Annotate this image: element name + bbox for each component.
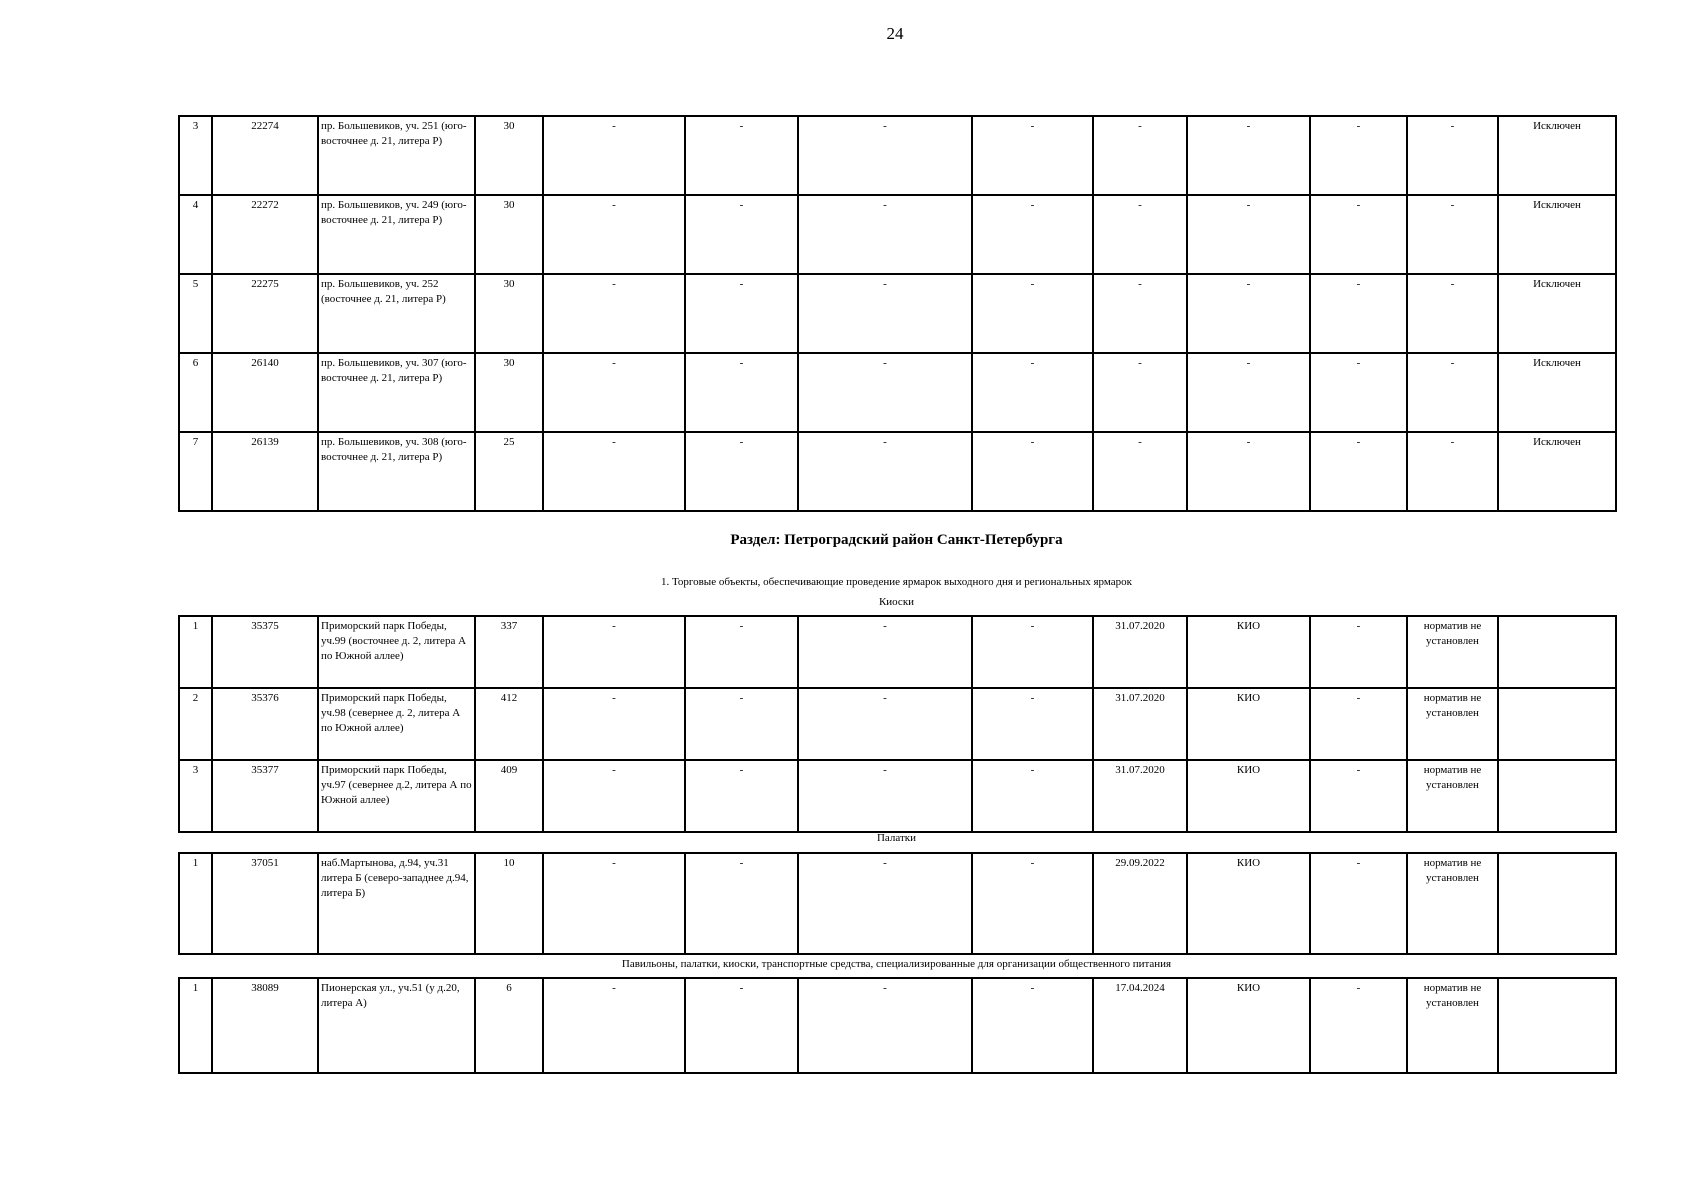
row-number: 5 bbox=[179, 274, 212, 353]
object-area: 25 bbox=[475, 432, 543, 511]
cell-col11: - bbox=[1310, 978, 1407, 1073]
object-address: Приморский парк Победы, уч.97 (севернее д.2, литера А по Южной аллее) bbox=[318, 760, 475, 832]
object-address: Пионерская ул., уч.51 (у д.20, литера А) bbox=[318, 978, 475, 1073]
norm-cell: норматив не установлен bbox=[1407, 760, 1498, 832]
page-number: 24 bbox=[886, 24, 904, 43]
cell-col11: - bbox=[1310, 353, 1407, 432]
cell-col11: - bbox=[1310, 688, 1407, 760]
cell-col8: - bbox=[972, 195, 1093, 274]
object-address: пр. Большевиков, уч. 249 (юго-восточнее д. 21, литера Р) bbox=[318, 195, 475, 274]
cell-col6: - bbox=[685, 688, 798, 760]
cell-col6: - bbox=[685, 116, 798, 195]
row-number: 1 bbox=[179, 853, 212, 954]
cell-col12: - bbox=[1407, 432, 1498, 511]
cell-col11: - bbox=[1310, 616, 1407, 688]
contract-date: 29.09.2022 bbox=[1093, 853, 1187, 954]
object-address: наб.Мартынова, д.94, уч.31 литера Б (северо-западнее д.94, литера Б) bbox=[318, 853, 475, 954]
status-cell: Исключен bbox=[1498, 274, 1616, 353]
object-area: 30 bbox=[475, 353, 543, 432]
table-row bbox=[179, 760, 1616, 832]
cell-col8: - bbox=[972, 616, 1093, 688]
table-row bbox=[179, 978, 1616, 1073]
cell-col12: - bbox=[1407, 195, 1498, 274]
cell-col10: - bbox=[1187, 116, 1310, 195]
cell-col7: - bbox=[798, 616, 972, 688]
table-row bbox=[179, 432, 1616, 511]
cell-col7: - bbox=[798, 195, 972, 274]
organization: КИО bbox=[1187, 853, 1310, 954]
norm-cell: норматив не установлен bbox=[1407, 688, 1498, 760]
cell-col5: - bbox=[543, 353, 685, 432]
cell-col9: - bbox=[1093, 116, 1187, 195]
object-address: пр. Большевиков, уч. 307 (юго-восточнее д. 21, литера Р) bbox=[318, 353, 475, 432]
kiosks-table bbox=[178, 615, 1617, 833]
object-id: 22275 bbox=[212, 274, 318, 353]
object-id: 22274 bbox=[212, 116, 318, 195]
group-label-tents: Палатки bbox=[876, 832, 917, 844]
cell-col9: - bbox=[1093, 195, 1187, 274]
cell-col6: - bbox=[685, 616, 798, 688]
row-number: 7 bbox=[179, 432, 212, 511]
cell-col5: - bbox=[543, 432, 685, 511]
tents-table bbox=[178, 852, 1617, 955]
cell-col9: - bbox=[1093, 353, 1187, 432]
object-address: Приморский парк Победы, уч.99 (восточнее д. 2, литера А по Южной аллее) bbox=[318, 616, 475, 688]
cell-col11: - bbox=[1310, 853, 1407, 954]
organization: КИО bbox=[1187, 616, 1310, 688]
object-id: 35376 bbox=[212, 688, 318, 760]
cell-col6: - bbox=[685, 853, 798, 954]
cell-col6: - bbox=[685, 274, 798, 353]
status-cell bbox=[1498, 616, 1616, 688]
cell-col6: - bbox=[685, 760, 798, 832]
contract-date: 31.07.2020 bbox=[1093, 688, 1187, 760]
cell-col5: - bbox=[543, 978, 685, 1073]
object-address: пр. Большевиков, уч. 252 (восточнее д. 21, литера Р) bbox=[318, 274, 475, 353]
cell-col5: - bbox=[543, 760, 685, 832]
cell-col7: - bbox=[798, 760, 972, 832]
cell-col7: - bbox=[798, 853, 972, 954]
cell-col9: - bbox=[1093, 274, 1187, 353]
table-row bbox=[179, 274, 1616, 353]
cell-col7: - bbox=[798, 274, 972, 353]
status-cell bbox=[1498, 853, 1616, 954]
object-address: пр. Большевиков, уч. 251 (юго-восточнее д. 21, литера Р) bbox=[318, 116, 475, 195]
cell-col7: - bbox=[798, 688, 972, 760]
object-area: 30 bbox=[475, 274, 543, 353]
object-area: 412 bbox=[475, 688, 543, 760]
cell-col5: - bbox=[543, 116, 685, 195]
object-id: 26140 bbox=[212, 353, 318, 432]
cell-col6: - bbox=[685, 195, 798, 274]
row-number: 1 bbox=[179, 978, 212, 1073]
table-row bbox=[179, 353, 1616, 432]
cell-col5: - bbox=[543, 195, 685, 274]
cell-col10: - bbox=[1187, 274, 1310, 353]
group-label-catering: Павильоны, палатки, киоски, транспортные средства, специализированные для организации общественного питания bbox=[621, 958, 1172, 970]
table-row bbox=[179, 195, 1616, 274]
cell-col8: - bbox=[972, 432, 1093, 511]
status-cell: Исключен bbox=[1498, 353, 1616, 432]
cell-col8: - bbox=[972, 274, 1093, 353]
cell-col7: - bbox=[798, 978, 972, 1073]
cell-col8: - bbox=[972, 760, 1093, 832]
status-cell bbox=[1498, 688, 1616, 760]
cell-col7: - bbox=[798, 116, 972, 195]
cell-col11: - bbox=[1310, 116, 1407, 195]
cell-col6: - bbox=[685, 978, 798, 1073]
cell-col8: - bbox=[972, 853, 1093, 954]
status-cell: Исключен bbox=[1498, 116, 1616, 195]
cell-col12: - bbox=[1407, 353, 1498, 432]
cell-col12: - bbox=[1407, 116, 1498, 195]
cell-col12: - bbox=[1407, 274, 1498, 353]
cell-col8: - bbox=[972, 978, 1093, 1073]
cell-col7: - bbox=[798, 353, 972, 432]
object-area: 6 bbox=[475, 978, 543, 1073]
row-number: 3 bbox=[179, 760, 212, 832]
status-cell bbox=[1498, 760, 1616, 832]
excluded-objects-table bbox=[178, 115, 1617, 512]
object-area: 10 bbox=[475, 853, 543, 954]
cell-col10: - bbox=[1187, 432, 1310, 511]
cell-col11: - bbox=[1310, 432, 1407, 511]
cell-col5: - bbox=[543, 853, 685, 954]
cell-col8: - bbox=[972, 688, 1093, 760]
cell-col10: - bbox=[1187, 353, 1310, 432]
cell-col6: - bbox=[685, 432, 798, 511]
row-number: 1 bbox=[179, 616, 212, 688]
cell-col5: - bbox=[543, 688, 685, 760]
object-area: 30 bbox=[475, 195, 543, 274]
object-address: пр. Большевиков, уч. 308 (юго-восточнее д. 21, литера Р) bbox=[318, 432, 475, 511]
cell-col6: - bbox=[685, 353, 798, 432]
contract-date: 31.07.2020 bbox=[1093, 760, 1187, 832]
group-label-kiosks: Киоски bbox=[878, 596, 915, 608]
table-row bbox=[179, 116, 1616, 195]
cell-col7: - bbox=[798, 432, 972, 511]
object-area: 409 bbox=[475, 760, 543, 832]
section-subtitle: 1. Торговые объекты, обеспечивающие проведение ярмарок выходного дня и региональных ярмарок bbox=[660, 576, 1132, 588]
object-id: 22272 bbox=[212, 195, 318, 274]
object-id: 26139 bbox=[212, 432, 318, 511]
row-number: 3 bbox=[179, 116, 212, 195]
norm-cell: норматив не установлен bbox=[1407, 853, 1498, 954]
organization: КИО bbox=[1187, 688, 1310, 760]
organization: КИО bbox=[1187, 760, 1310, 832]
object-id: 35377 bbox=[212, 760, 318, 832]
cell-col5: - bbox=[543, 616, 685, 688]
organization: КИО bbox=[1187, 978, 1310, 1073]
row-number: 2 bbox=[179, 688, 212, 760]
object-id: 37051 bbox=[212, 853, 318, 954]
cell-col8: - bbox=[972, 353, 1093, 432]
object-area: 30 bbox=[475, 116, 543, 195]
row-number: 4 bbox=[179, 195, 212, 274]
object-area: 337 bbox=[475, 616, 543, 688]
table-row bbox=[179, 616, 1616, 688]
row-number: 6 bbox=[179, 353, 212, 432]
object-id: 35375 bbox=[212, 616, 318, 688]
section-title: Раздел: Петроградский район Санкт-Петербурга bbox=[730, 532, 1063, 548]
status-cell: Исключен bbox=[1498, 432, 1616, 511]
cell-col11: - bbox=[1310, 760, 1407, 832]
object-address: Приморский парк Победы, уч.98 (севернее д. 2, литера А по Южной аллее) bbox=[318, 688, 475, 760]
status-cell: Исключен bbox=[1498, 195, 1616, 274]
table-row bbox=[179, 688, 1616, 760]
cell-col9: - bbox=[1093, 432, 1187, 511]
cell-col8: - bbox=[972, 116, 1093, 195]
contract-date: 31.07.2020 bbox=[1093, 616, 1187, 688]
norm-cell: норматив не установлен bbox=[1407, 616, 1498, 688]
status-cell bbox=[1498, 978, 1616, 1073]
cell-col11: - bbox=[1310, 274, 1407, 353]
cell-col10: - bbox=[1187, 195, 1310, 274]
table-row bbox=[179, 853, 1616, 954]
cell-col11: - bbox=[1310, 195, 1407, 274]
norm-cell: норматив не установлен bbox=[1407, 978, 1498, 1073]
catering-table bbox=[178, 977, 1617, 1074]
cell-col5: - bbox=[543, 274, 685, 353]
object-id: 38089 bbox=[212, 978, 318, 1073]
contract-date: 17.04.2024 bbox=[1093, 978, 1187, 1073]
